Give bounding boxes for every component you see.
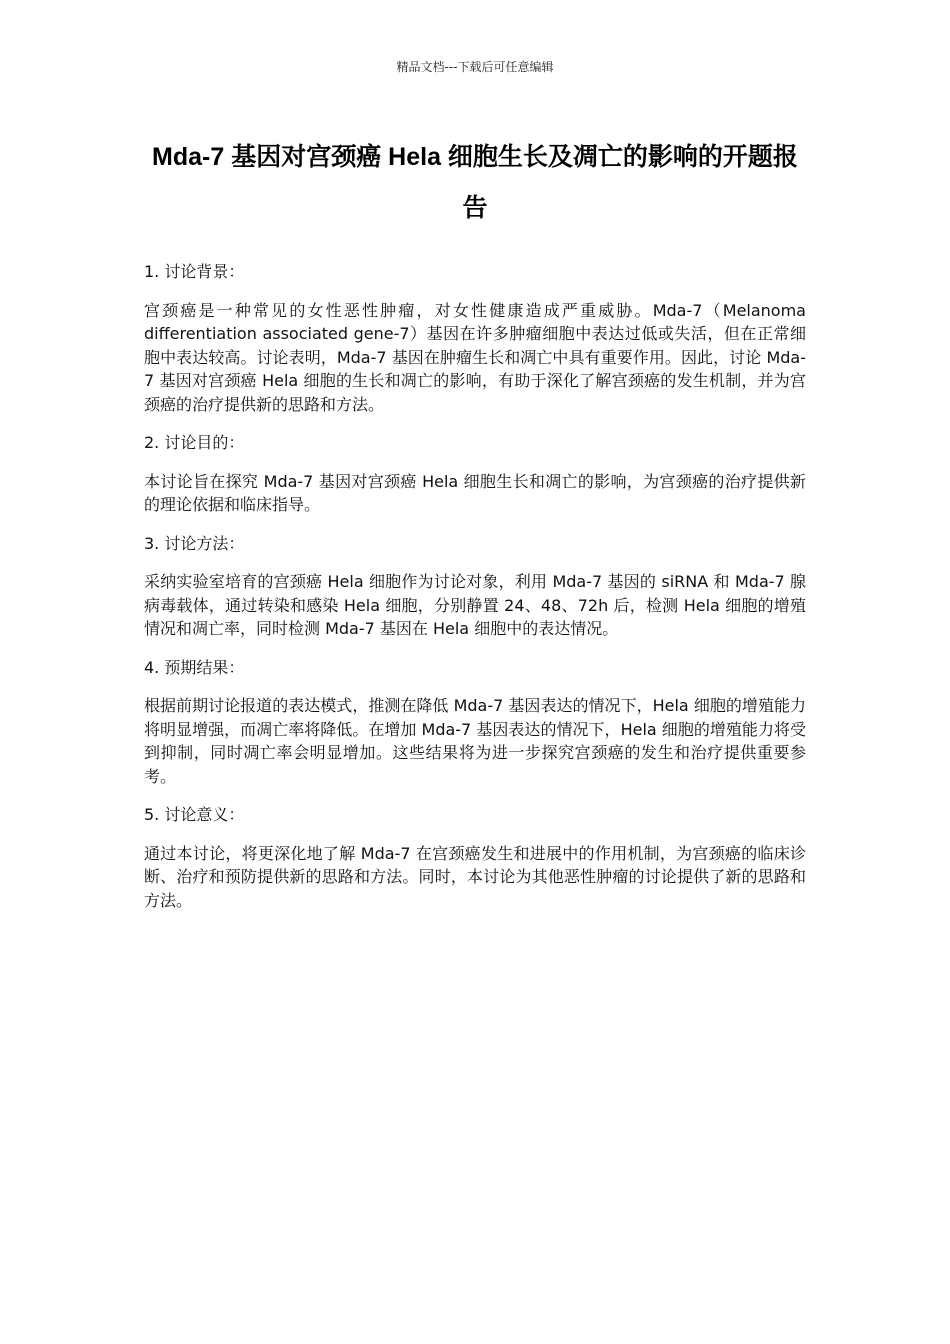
section-expected-results [144, 656, 806, 789]
section-paragraph: 根据前期讨论报道的表达模式，推测在降低 Mda-7 基因表达的情况下，Hela 细胞的增殖能力将明显增强，而凋亡率将降低。在增加 Mda-7 基因表达的情况下，Hela 细胞的增殖能力将受到抑制，同时凋亡率会明显增加。这些结果将为进一步探究宫颈癌的发生和治疗提供重要参考。 [144, 696, 806, 786]
section-heading: 1. 讨论背景： [144, 262, 245, 281]
section-purpose [144, 431, 806, 517]
section-heading: 4. 预期结果： [144, 657, 245, 677]
section-significance [144, 803, 806, 912]
section-heading: 2. 讨论目的： [144, 433, 245, 452]
document-body [144, 260, 806, 927]
section-paragraph: 采纳实验室培育的宫颈癌 Hela 细胞作为讨论对象，利用 Mda-7 基因的 siRNA 和 Mda-7 腺病毒载体，通过转染和感染 Hela 细胞，分别静置 24、48、72h 后，检测 Hela 细胞的增殖情况和凋亡率，同时检测 Mda-7 基因在 Hela 细胞中的表达情况。 [144, 572, 806, 638]
document-title: Mda-7 基因对宫颈癌 Hela 细胞生长及凋亡的影响的开题报告 [152, 143, 798, 222]
section-background [144, 260, 806, 416]
section-heading: 3. 讨论方法： [144, 533, 245, 553]
section-heading: 5. 讨论意义： [144, 805, 245, 824]
header-note: 精品文档---下载后可任意编辑 [396, 60, 554, 74]
section-paragraph: 宫颈癌是一种常见的女性恶性肿瘤，对女性健康造成严重威胁。Mda-7（Melanoma differentiation associated gene-7）基因在许多肿瘤细胞中表达过低或失活，但在正常细胞中表达较高。讨论表明，Mda-7 基因在肿瘤生长和凋亡中具有重要作用。因此，讨论 Mda-7 基因对宫颈癌 Hela 细胞的生长和凋亡的影响，有助于深化了解宫颈癌的发生机制，并为宫颈癌的治疗提供新的思路和方法。 [144, 300, 806, 414]
section-paragraph: 本讨论旨在探究 Mda-7 基因对宫颈癌 Hela 细胞生长和凋亡的影响，为宫颈癌的治疗提供新的理论依据和临床指导。 [144, 471, 806, 514]
section-paragraph: 通过本讨论，将更深化地了解 Mda-7 在宫颈癌发生和进展中的作用机制，为宫颈癌的临床诊断、治疗和预防提供新的思路和方法。同时，本讨论为其他恶性肿瘤的讨论提供了新的思路和方法。 [144, 843, 806, 910]
section-method [144, 532, 806, 641]
